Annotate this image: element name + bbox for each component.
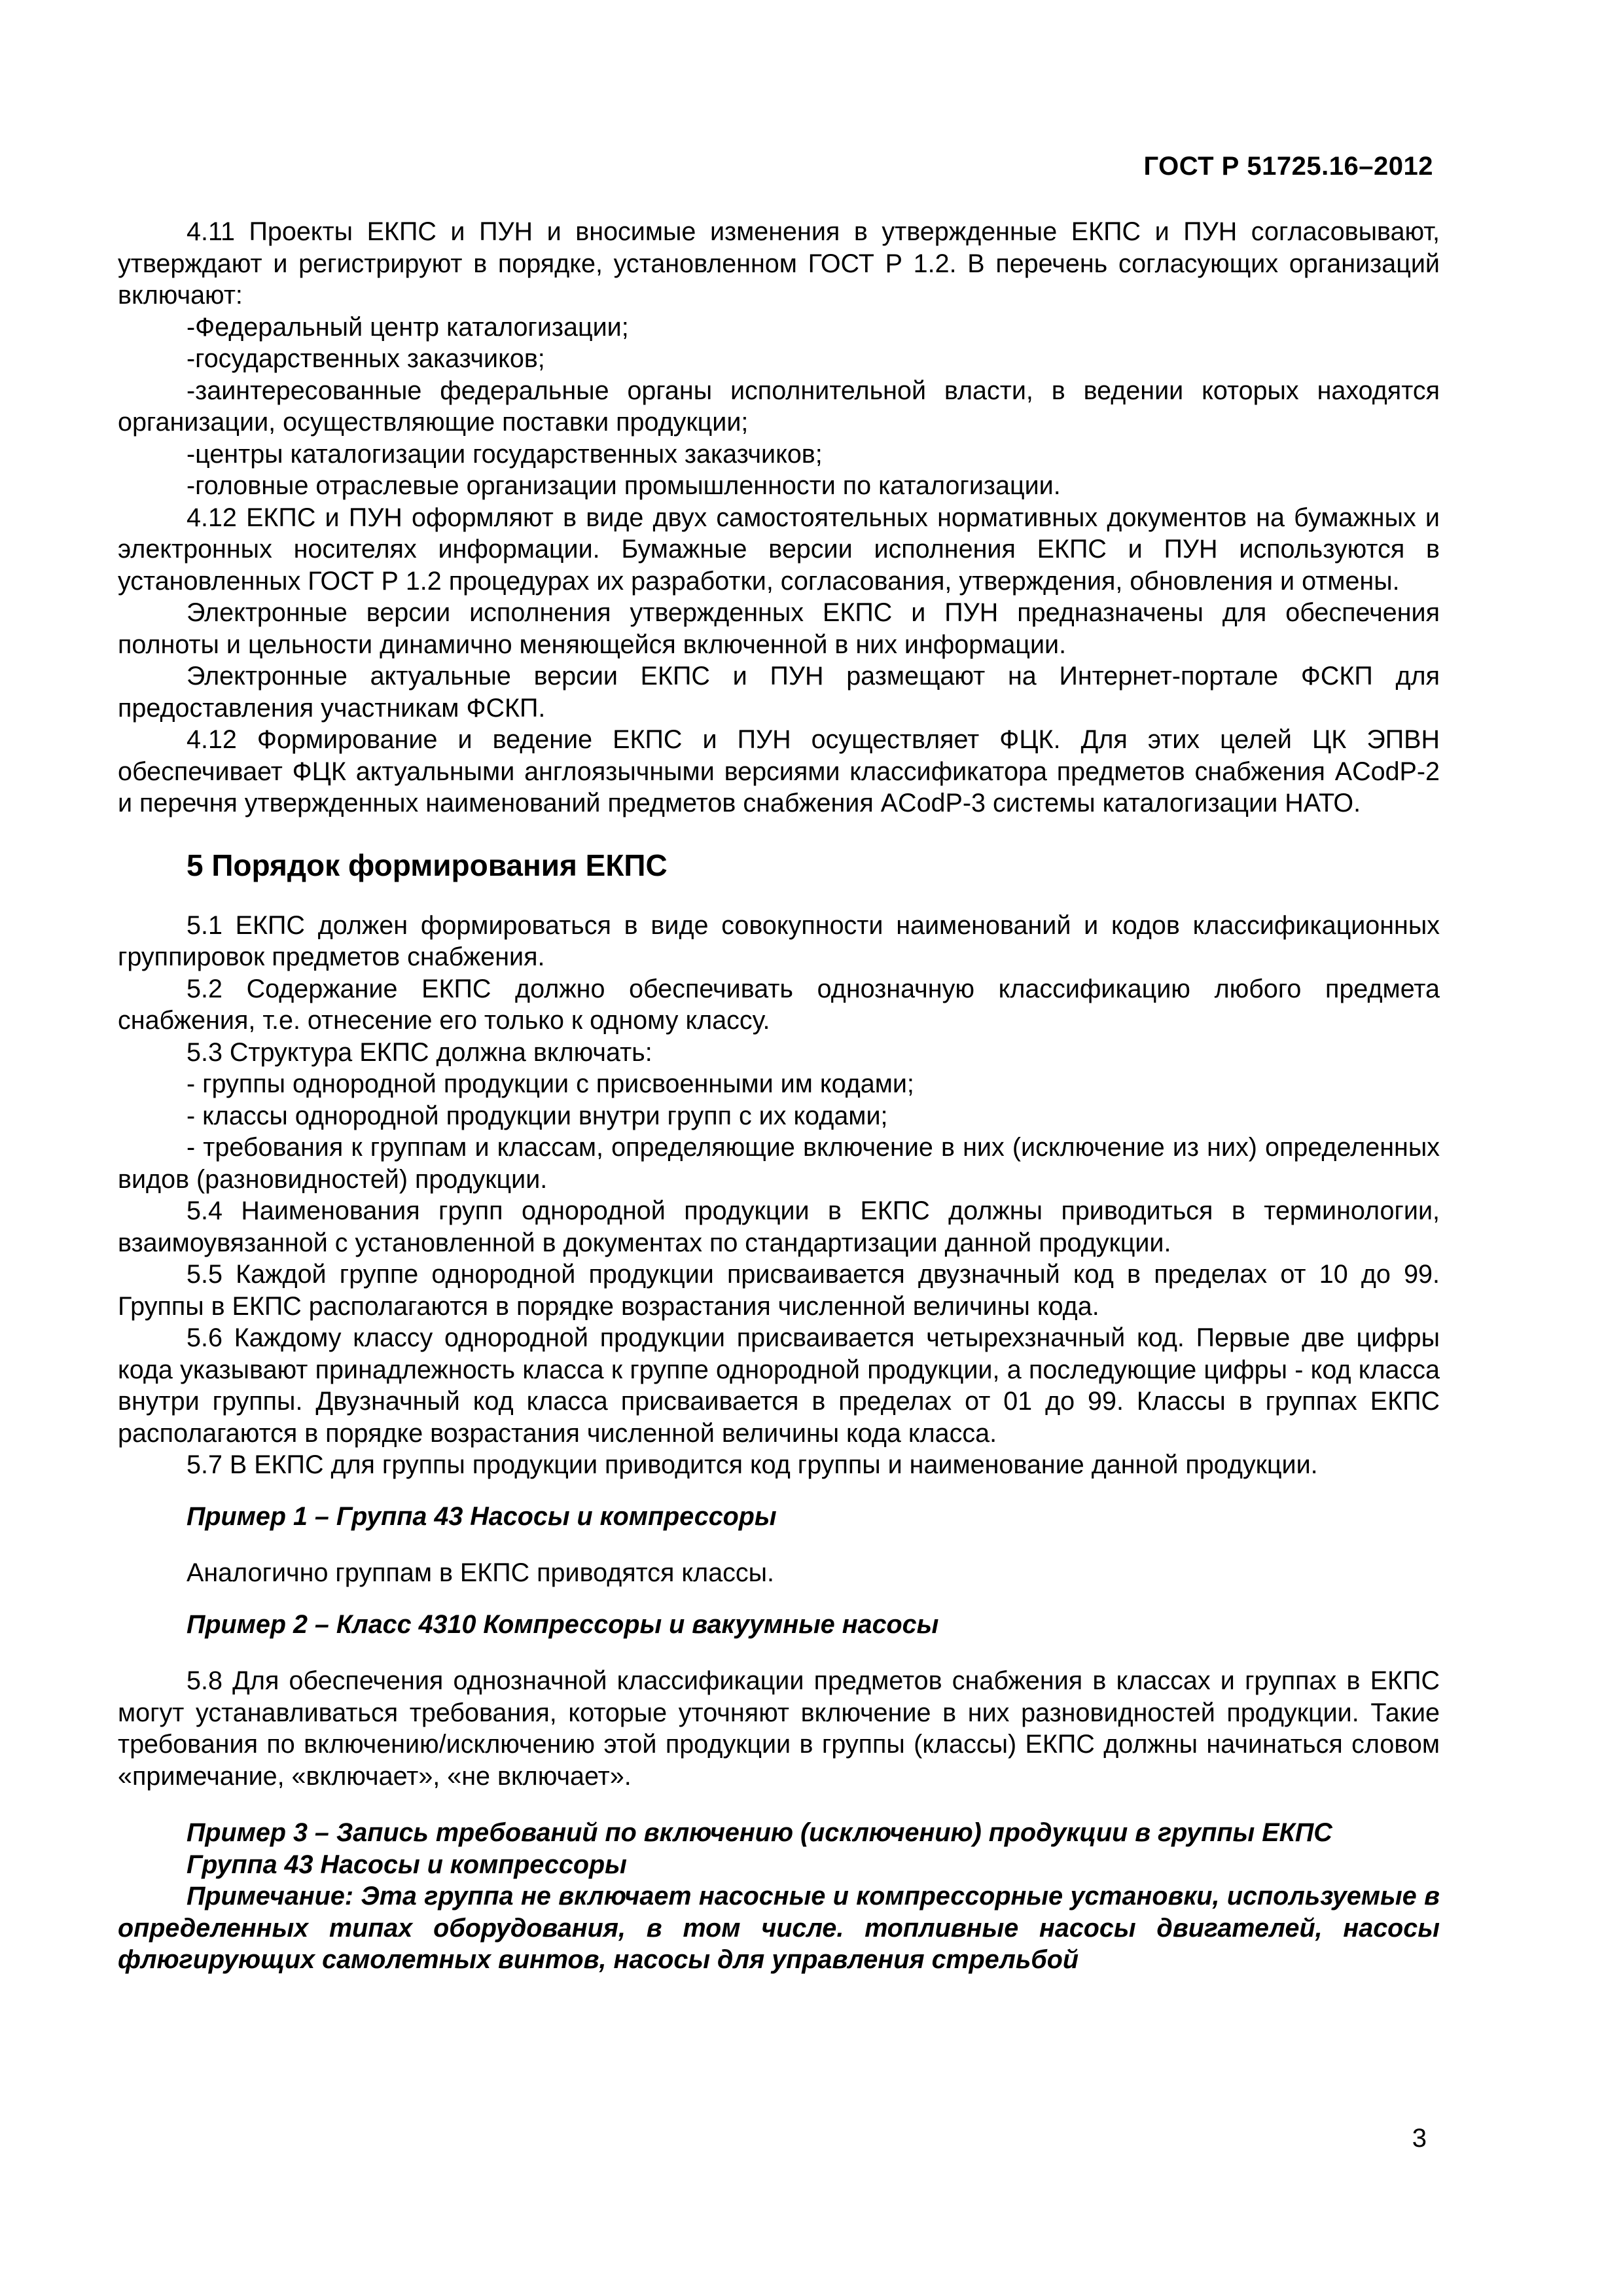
paragraph-5-4: 5.4 Наименования групп однородной продукции в ЕКПС должны приводиться в терминологии, взаимоувязанной с установленной в документах по стандартизации данной продукции. [118, 1196, 1440, 1257]
example-1: Пример 1 – Группа 43 Насосы и компрессоры [187, 1501, 777, 1531]
paragraph-electronic-portal: Электронные актуальные версии ЕКПС и ПУН размещают на Интернет-портале ФСКП для предоставления участникам ФСКП. [118, 662, 1440, 723]
section-5-heading: 5 Порядок формирования ЕКПС [187, 848, 668, 882]
document-body [118, 216, 1440, 1976]
paragraph-5-8: 5.8 Для обеспечения однозначной классификации предметов снабжения в классах и группах в ЕКПС могут устанавливаться требования, которые уточняют включение в них разновидностей продукции. Такие требования по включению/исключению этой продукции в группы (классы) ЕКПС должны начинаться словом «примечание, «включает», «не включает». [118, 1666, 1440, 1791]
document-code-header: ГОСТ Р 51725.16–2012 [1143, 152, 1433, 181]
page-number: 3 [1412, 2124, 1427, 2153]
paragraph-5-2: 5.2 Содержание ЕКПС должно обеспечивать однозначную классификацию любого предмета снабжения, т.е. отнесение его только к одному классу. [118, 974, 1440, 1035]
list-item: -головные отраслевые организации промышленности по каталогизации. [187, 471, 1061, 500]
example-3-group: Группа 43 Насосы и компрессоры [187, 1850, 627, 1879]
paragraph-4-12-b: 4.12 Формирование и ведение ЕКПС и ПУН осуществляет ФЦК. Для этих целей ЦК ЭПВН обеспечивает ФЦК актуальными англоязычными версиями классификатора предметов снабжения ACodP-2 и перечня утвержденных наименований предметов снабжения ACodP-3 системы каталогизации НАТО. [118, 725, 1440, 817]
example-2: Пример 2 – Класс 4310 Компрессоры и вакуумные насосы [187, 1609, 939, 1639]
paragraph-5-7: 5.7 В ЕКПС для группы продукции приводится код группы и наименование данной продукции. [187, 1450, 1318, 1479]
list-item: - классы однородной продукции внутри групп с их кодами; [187, 1101, 888, 1130]
list-item: -центры каталогизации государственных заказчиков; [187, 439, 823, 469]
example-3-note: Примечание: Эта группа не включает насосные и компрессорные установки, используемые в определенных типах оборудования, в том числе. топливные насосы двигателей, насосы флюгирующих самолетных винтов, насосы для управления стрельбой [118, 1882, 1440, 1974]
paragraph-5-1: 5.1 ЕКПС должен формироваться в виде совокупности наименований и кодов классификационных группировок предметов снабжения. [118, 910, 1440, 971]
example-3 [118, 1817, 1440, 1976]
paragraph-4-11: 4.11 Проекты ЕКПС и ПУН и вносимые изменения в утвержденные ЕКПС и ПУН согласовывают, утверждают и регистрируют в порядке, установленном ГОСТ Р 1.2. В перечень согласующих организаций включают: [118, 217, 1440, 310]
list-item: -заинтересованные федеральные органы исполнительной власти, в ведении которых находятся организации, осуществляющие поставки продукции; [118, 376, 1440, 437]
list-item: -государственных заказчиков; [187, 344, 545, 373]
analog-note: Аналогично группам в ЕКПС приводятся классы. [187, 1558, 775, 1587]
list-item: -Федеральный центр каталогизации; [187, 312, 629, 342]
paragraph-4-12-a: 4.12 ЕКПС и ПУН оформляют в виде двух самостоятельных нормативных документов на бумажных и электронных носителях информации. Бумажные версии исполнения ЕКПС и ПУН используются в установленных ГОСТ Р 1.2 процедурах их разработки, согласования, утверждения, обновления и отмены. [118, 503, 1440, 596]
list-item: - требования к группам и классам, определяющие включение в них (исключение из них) определенных видов (разновидностей) продукции. [118, 1133, 1440, 1194]
paragraph-5-3: 5.3 Структура ЕКПС должна включать: [187, 1037, 652, 1067]
example-3-title: Пример 3 – Запись требований по включению (исключению) продукции в группы ЕКПС [187, 1818, 1332, 1847]
list-item: - группы однородной продукции с присвоенными им кодами; [187, 1069, 914, 1098]
paragraph-5-6: 5.6 Каждому классу однородной продукции присваивается четырехзначный код. Первые две цифры кода указывают принадлежность класса к группе однородной продукции, а последующие цифры - код класса внутри группы. Двузначный код класса присваивается в пределах от 01 до 99. Классы в группах ЕКПС располагаются в порядке возрастания численной величины кода класса. [118, 1323, 1440, 1448]
paragraph-electronic-versions: Электронные версии исполнения утвержденных ЕКПС и ПУН предназначены для обеспечения полноты и цельности динамично меняющейся включенной в них информации. [118, 598, 1440, 659]
paragraph-5-5: 5.5 Каждой группе однородной продукции присваивается двузначный код в пределах от 10 до 99. Группы в ЕКПС располагаются в порядке возрастания численной величины кода. [118, 1260, 1440, 1321]
